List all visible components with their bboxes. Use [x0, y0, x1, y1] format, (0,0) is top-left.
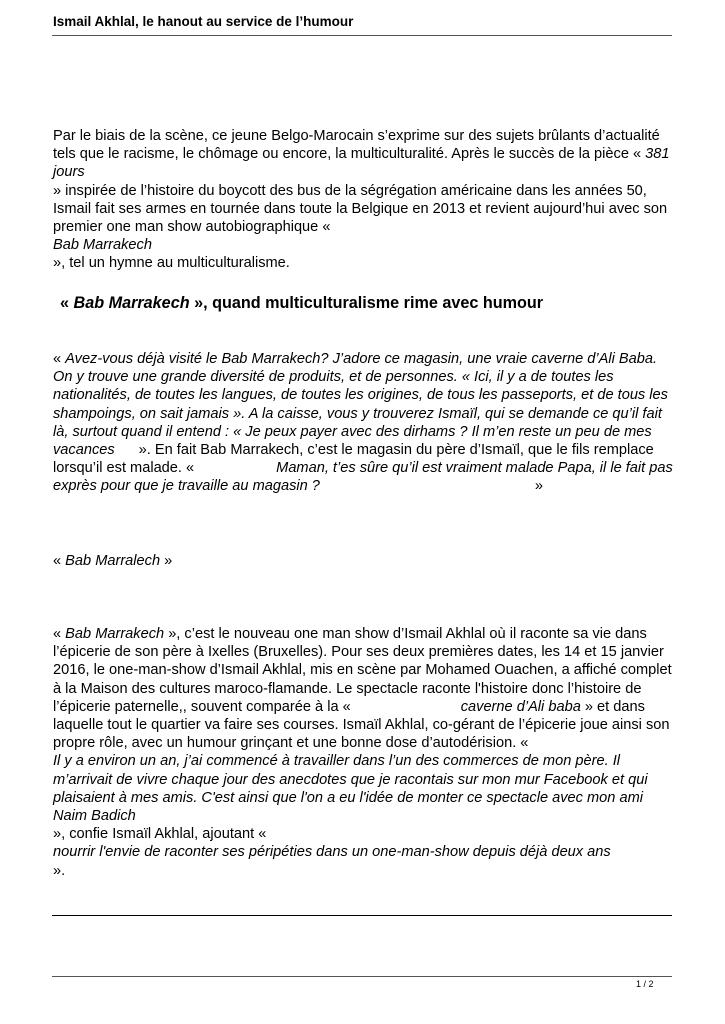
show-line: 2016, le one-man-show d’Ismail Akhlal, mis en scène par Mohamed Ouachen, a affiché complet: [53, 662, 672, 679]
show-line: l’épicerie de son père à Ixelles (Bruxelles). Pour ses deux premières dates, les 14 et 15 janvier: [53, 644, 664, 661]
quote-line: [53, 477, 675, 495]
intro-line: » inspirée de l’histoire du boycott des bus de la ségrégation américaine dans les années 50,: [53, 182, 647, 199]
show-line: plaisaient à mes amis. C'est ainsi que l'on a eu l'idée de monter ce spectacle avec mon ami: [53, 789, 643, 806]
aside-line: [53, 552, 675, 570]
quote-line: là, surtout quand il entend : « Je peux payer avec des dirhams ? Il m’en reste un peu de mes: [53, 423, 652, 440]
intro-line: », tel un hymne au multiculturalisme.: [53, 255, 290, 272]
quote-line: [53, 441, 675, 459]
play-title-381: 381: [645, 146, 670, 163]
show-title: Bab Marrakech: [65, 626, 165, 642]
aside-title: Bab Marralech: [65, 553, 161, 569]
quote-open: «: [53, 351, 66, 367]
aside-open: «: [53, 553, 66, 569]
aside-close: »: [160, 553, 173, 569]
show-line: nourrir l'envie de raconter ses péripéties dans un one-man-show depuis déjà deux ans: [53, 844, 611, 861]
show-line: à la Maison des cultures maroco-flamande. Le spectacle raconte l'histoire donc l’histoire de: [53, 680, 642, 697]
content-divider: [52, 915, 672, 916]
page-number: 1 / 2: [636, 979, 654, 989]
show-line: », confie Ismaïl Akhlal, ajoutant «: [53, 826, 267, 843]
footer-divider: [52, 976, 672, 977]
intro-line: Ismail fait ses armes en tournée dans toute la Belgique en 2013 et revient aujourd’hui avec son: [53, 200, 668, 217]
heading-text: », quand multiculturalisme rime avec humour: [189, 294, 544, 312]
show-line: m’arrivait de vivre chaque jour des anecdotes que je racontais sur mon mur Facebook et qui: [53, 771, 648, 788]
document-header-title: Ismail Akhlal, le hanout au service de l’humour: [53, 14, 354, 29]
show-line: [53, 625, 675, 643]
show-line: ».: [53, 862, 66, 879]
intro-line: premier one man show autobiographique «: [53, 219, 331, 236]
section-heading: [60, 293, 543, 313]
quote-text: vacances: [53, 442, 115, 459]
quote-line: shampoings, on sait jamais ». A la caisse, vous y trouverez Ismaïl, qui se demande ce qu’il fait: [53, 405, 662, 422]
show-text: », c’est le nouveau one man show d’Ismail Akhlal où il raconte sa vie dans: [164, 626, 647, 642]
show-title: Bab Marrakech: [53, 237, 152, 254]
intro-line: [53, 145, 675, 163]
intro-text: tels que le racisme, le chômage ou encore, la multiculturalité. Après le succès de la pièce «: [53, 146, 646, 163]
show-text: » et dans: [580, 698, 645, 715]
quote-line: nationalités, de toutes les langues, de toutes les origines, de tous les passeports, et de tous les: [53, 387, 668, 404]
quote-line: [53, 459, 675, 477]
show-line: [53, 698, 675, 716]
header-divider: [52, 35, 672, 36]
intro-paragraph: [53, 127, 675, 273]
intro-line: Par le biais de la scène, ce jeune Belgo-Marocain s’exprime sur des sujets brûlants d’actualité: [53, 128, 660, 144]
intro-line: jours: [53, 164, 85, 181]
aside-text: [53, 552, 675, 570]
heading-quote-mark: «: [60, 294, 74, 312]
show-line: laquelle tout le quartier va faire ses courses. Ismaïl Akhlal, co-gérant de l’épicerie joue ainsi son: [53, 717, 670, 734]
caverne-phrase: caverne d’Ali baba: [460, 698, 581, 715]
show-line: Il y a environ un an, j’ai commencé à travailler dans l’un des commerces de mon père. Il: [53, 753, 620, 770]
quote-close: »: [534, 478, 544, 495]
quote-text: ». En fait Bab Marrakech, c’est le magasin du père d’Ismaïl, que le fils remplace: [138, 442, 654, 459]
show-line: Naim Badich: [53, 808, 136, 825]
quote-text: Maman, t’es sûre qu’il est vraiment malade Papa, il le fait pas: [276, 460, 673, 477]
quote-text: Avez-vous déjà visité le Bab Marrakech? J’adore ce magasin, une vraie caverne d’Ali Baba.: [65, 351, 658, 367]
show-text: l’épicerie paternelle,, souvent comparée à la «: [53, 698, 351, 715]
quote-text: lorsqu’il est malade. «: [53, 460, 195, 477]
show-paragraph: [53, 625, 675, 880]
quote-paragraph: [53, 350, 675, 496]
heading-show-title: Bab Marrakech: [73, 294, 190, 312]
quote-line: [53, 350, 675, 368]
quote-line: On y trouve une grande diversité de produits, et de personnes. « Ici, il y a de toutes les: [53, 369, 614, 386]
show-text: «: [53, 626, 66, 642]
quote-text: exprès pour que je travaille au magasin ?: [53, 478, 320, 495]
show-line: propre rôle, avec un humour grinçant et une bonne dose d’autodérision. «: [53, 735, 529, 752]
